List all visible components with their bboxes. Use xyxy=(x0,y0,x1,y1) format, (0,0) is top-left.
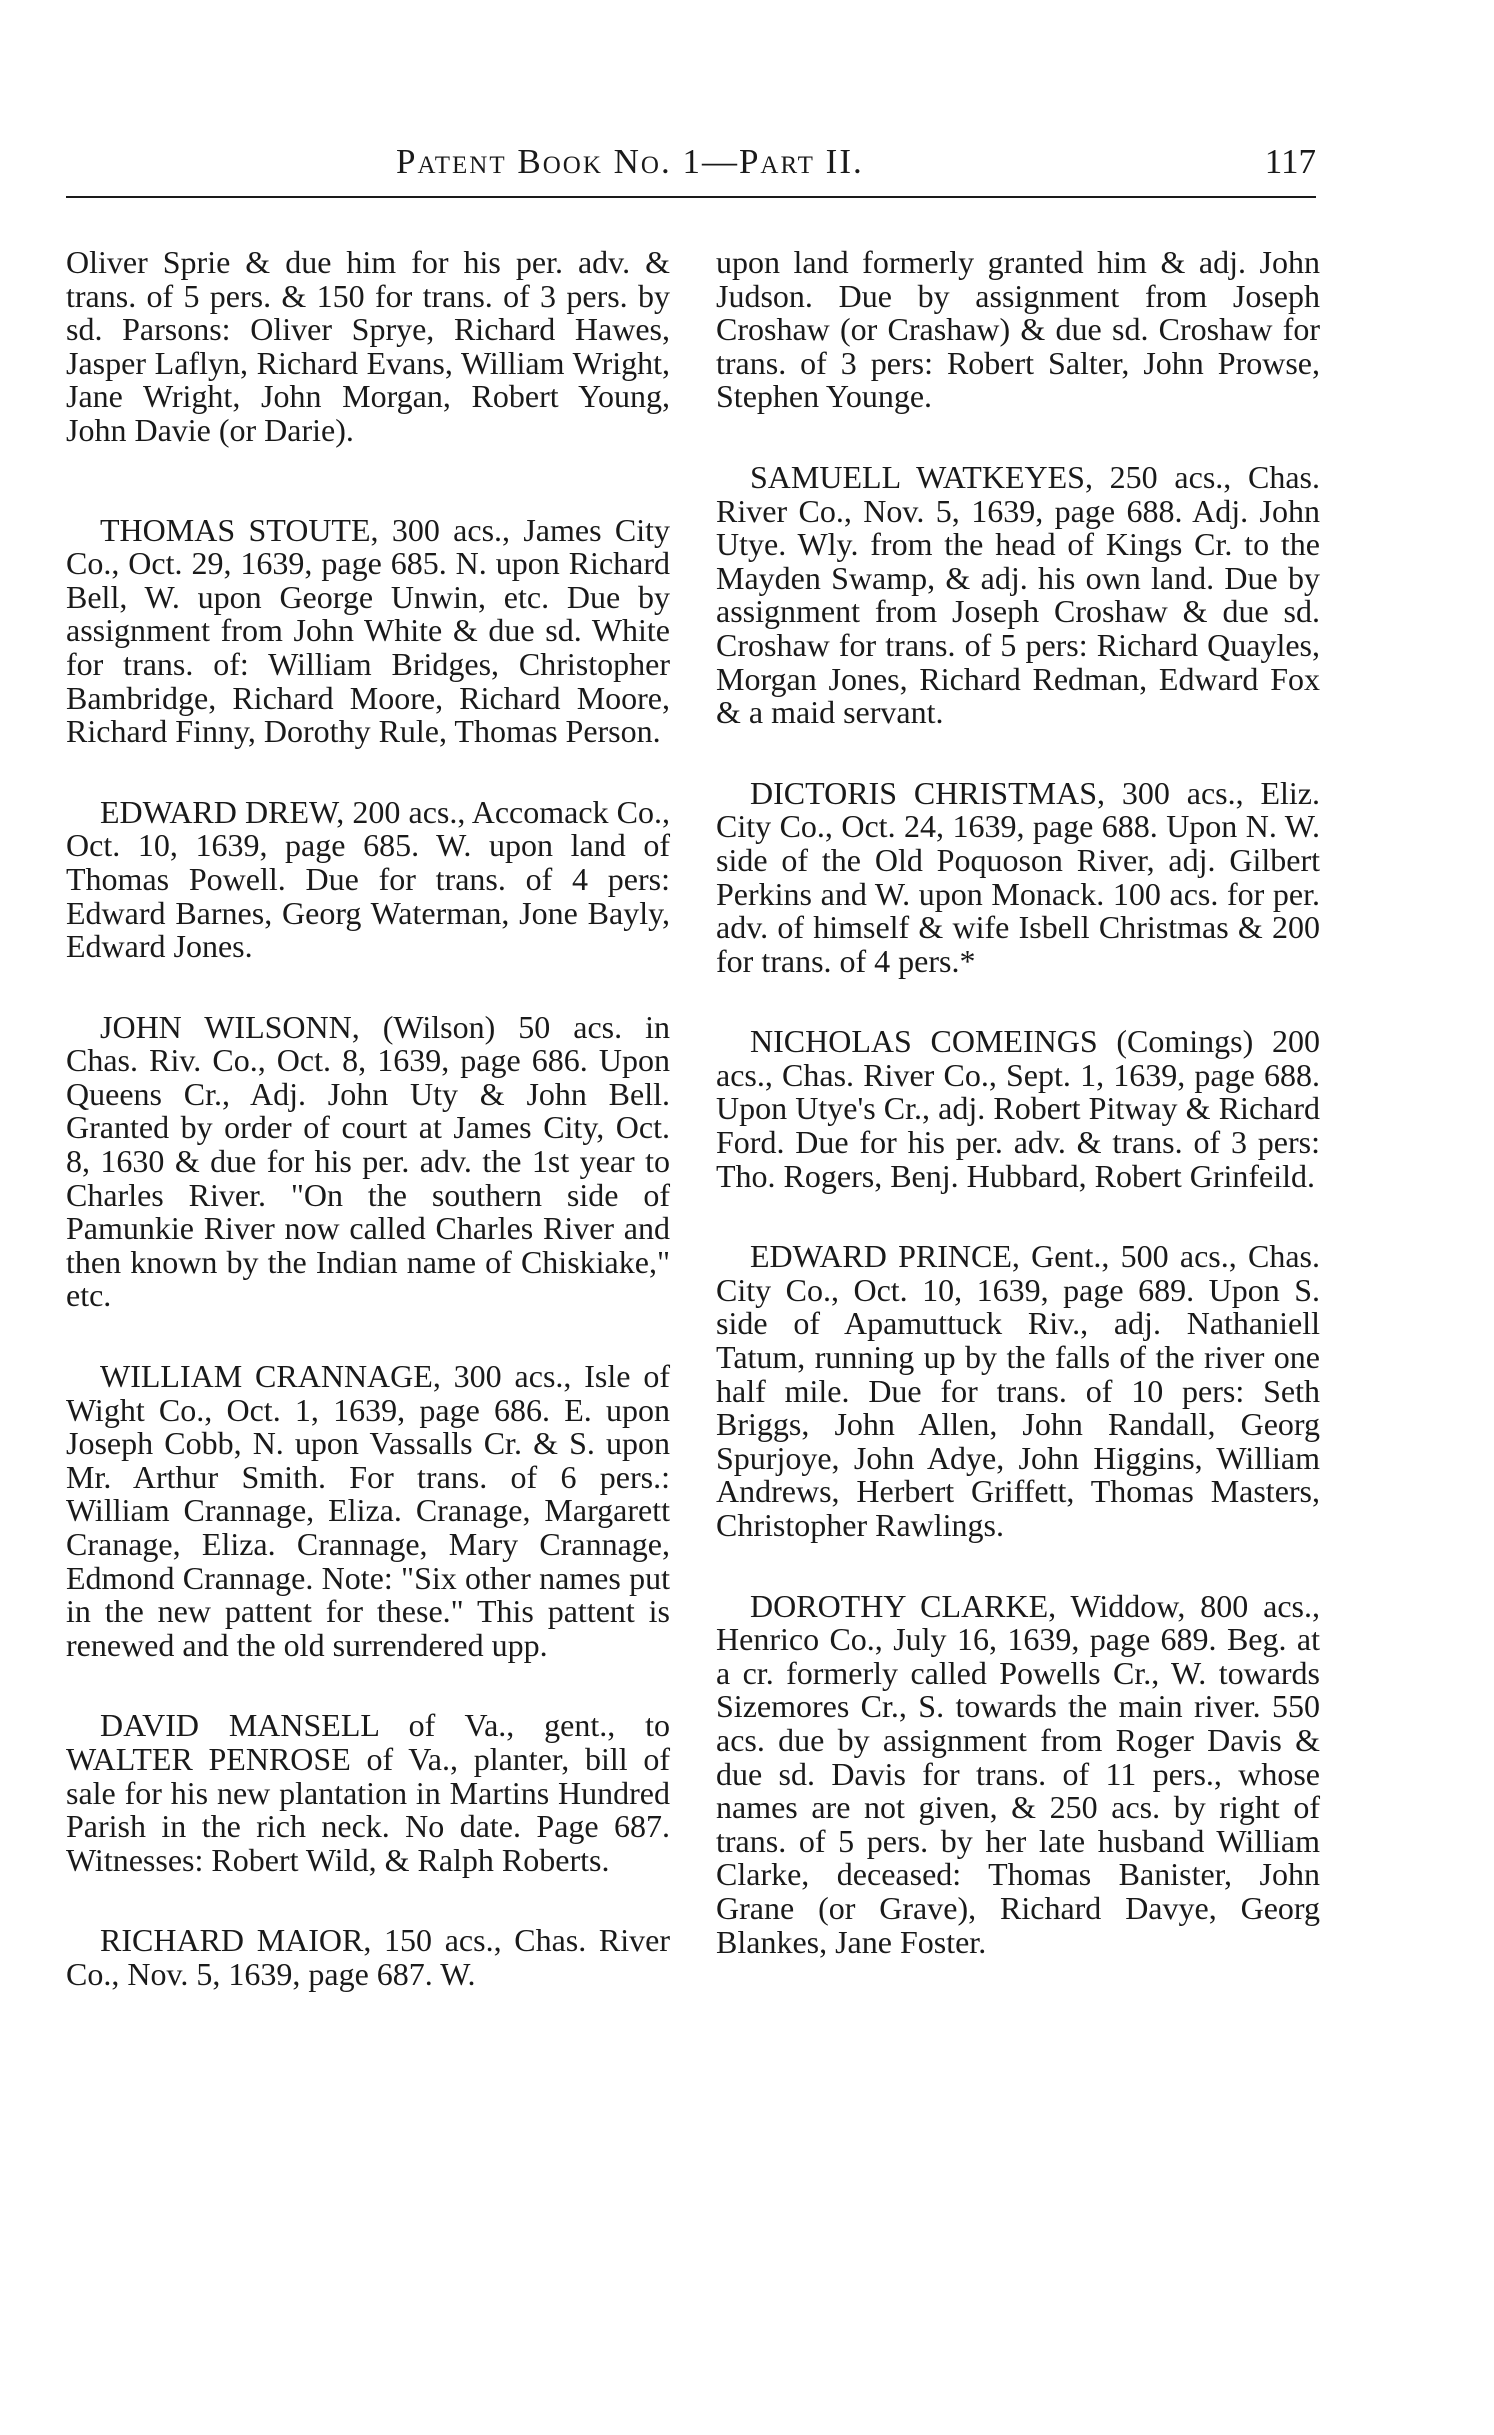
entry-john-wilsonn: JOHN WILSONN, (Wilson) 50 acs. in Chas. Riv. Co., Oct. 8, 1639, page 686. Upon Queens Cr., Adj. John Uty & John Bell. Granted by order of court at James City, Oct. 8, 1630 & due for his per. adv. the 1st year to Charles River. "On the southern side of Pamunkie River now called Charles River and then known by the Indian name of Chiskiake," etc. xyxy=(66,1008,670,1314)
entry-maior-continuation: upon land formerly granted him & adj. John Judson. Due by assignment from Joseph Croshaw (or Crashaw) & due sd. Croshaw for trans. of 3 pers: Robert Salter, John Prowse, Stephen Younge. xyxy=(716,244,1320,415)
header-rule xyxy=(66,196,1316,198)
right-column xyxy=(716,246,1320,1959)
entry-dorothy-clarke: DOROTHY CLARKE, Widdow, 800 acs., Henrico Co., July 16, 1639, page 689. Beg. at a cr. formerly called Powells Cr., W. towards Sizemores Cr., S. towards the main river. 550 acs. due by assignment from Roger Davis & due sd. Davis for trans. of 11 pers., whose names are not given, & 250 acs. by right of trans. of 5 pers. by her late husband William Clarke, deceased: Thomas Banister, John Grane (or Grave), Richard Davye, Georg Blankes, Jane Foster. xyxy=(716,1587,1320,1960)
entry-continuation: Oliver Sprie & due him for his per. adv. & trans. of 5 pers. & 150 for trans. of 3 pers. by sd. Parsons: Oliver Sprye, Richard Hawes, Jasper Laflyn, Richard Evans, William Wright, Jane Wright, John Morgan, Robert Young, John Davie (or Darie). xyxy=(66,244,670,448)
entry-david-mansell: DAVID MANSELL of Va., gent., to WALTER PENROSE of Va., planter, bill of sale for his new plantation in Martins Hundred Parish in the rich neck. No date. Page 687. Witnesses: Robert Wild, & Ralph Roberts. xyxy=(66,1707,670,1878)
entry-william-crannage: WILLIAM CRANNAGE, 300 acs., Isle of Wight Co., Oct. 1, 1639, page 686. E. upon Joseph Cobb, N. upon Vassalls Cr. & S. upon Mr. Arthur Smith. For trans. of 6 pers.: William Crannage, Eliza. Cranage, Margarett Cranage, Eliza. Crannage, Mary Crannage, Edmond Crannage. Note: "Six other names put in the new pattent for these." This pattent is renewed and the old surrendered upp. xyxy=(66,1358,670,1663)
header-title: Patent Book No. 1—Part II. xyxy=(396,142,864,181)
page-number: 117 xyxy=(1264,142,1316,181)
entry-samuell-watkeyes: SAMUELL WATKEYES, 250 acs., Chas. River Co., Nov. 5, 1639, page 688. Adj. John Utye. Wly. from the head of Kings Cr. to the Mayden Swamp, & adj. his own land. Due by assignment from Joseph Croshaw & due sd. Croshaw for trans. of 5 pers: Richard Quayles, Morgan Jones, Richard Redman, Edward Fox & a maid servant. xyxy=(716,458,1320,731)
entry-nicholas-comeings: NICHOLAS COMEINGS (Comings) 200 acs., Chas. River Co., Sept. 1, 1639, page 688. Upon Utye's Cr., adj. Robert Pitway & Richard Ford. Due for his per. adv. & trans. of 3 pers: Tho. Rogers, Benj. Hubbard, Robert Grinfeild. xyxy=(716,1023,1320,1194)
left-column xyxy=(66,246,670,1992)
entry-edward-drew: EDWARD DREW, 200 acs., Accomack Co., Oct. 10, 1639, page 685. W. upon land of Thomas Powell. Due for trans. of 4 pers: Edward Barnes, Georg Waterman, Jone Bayly, Edward Jones. xyxy=(66,793,670,965)
running-header xyxy=(66,142,1316,202)
entry-thomas-stoute: THOMAS STOUTE, 300 acs., James City Co., Oct. 29, 1639, page 685. N. upon Richard Bell, W. upon George Unwin, etc. Due by assignment from John White & due sd. White for trans. of: William Bridges, Christopher Bambridge, Richard Moore, Richard Moore, Richard Finny, Dorothy Rule, Thomas Person. xyxy=(66,511,670,750)
entry-richard-maior: RICHARD MAIOR, 150 acs., Chas. River Co., Nov. 5, 1639, page 687. W. xyxy=(66,1922,670,1992)
entry-edward-prince: EDWARD PRINCE, Gent., 500 acs., Chas. City Co., Oct. 10, 1639, page 689. Upon S. side of Apamuttuck Riv., adj. Nathaniell Tatum, running up by the falls of the river one half mile. Due for trans. of 10 pers: Seth Briggs, John Allen, John Randall, Georg Spurjoye, John Adye, John Higgins, William Andrews, Herbert Griffett, Thomas Masters, Christopher Rawlings. xyxy=(716,1238,1320,1543)
entry-dictoris-christmas: DICTORIS CHRISTMAS, 300 acs., Eliz. City Co., Oct. 24, 1639, page 688. Upon N. W. side of the Old Poquoson River, adj. Gilbert Perkins and W. upon Monack. 100 acs. for per. adv. of himself & wife Isbell Christmas & 200 for trans. of 4 pers.* xyxy=(716,774,1320,979)
